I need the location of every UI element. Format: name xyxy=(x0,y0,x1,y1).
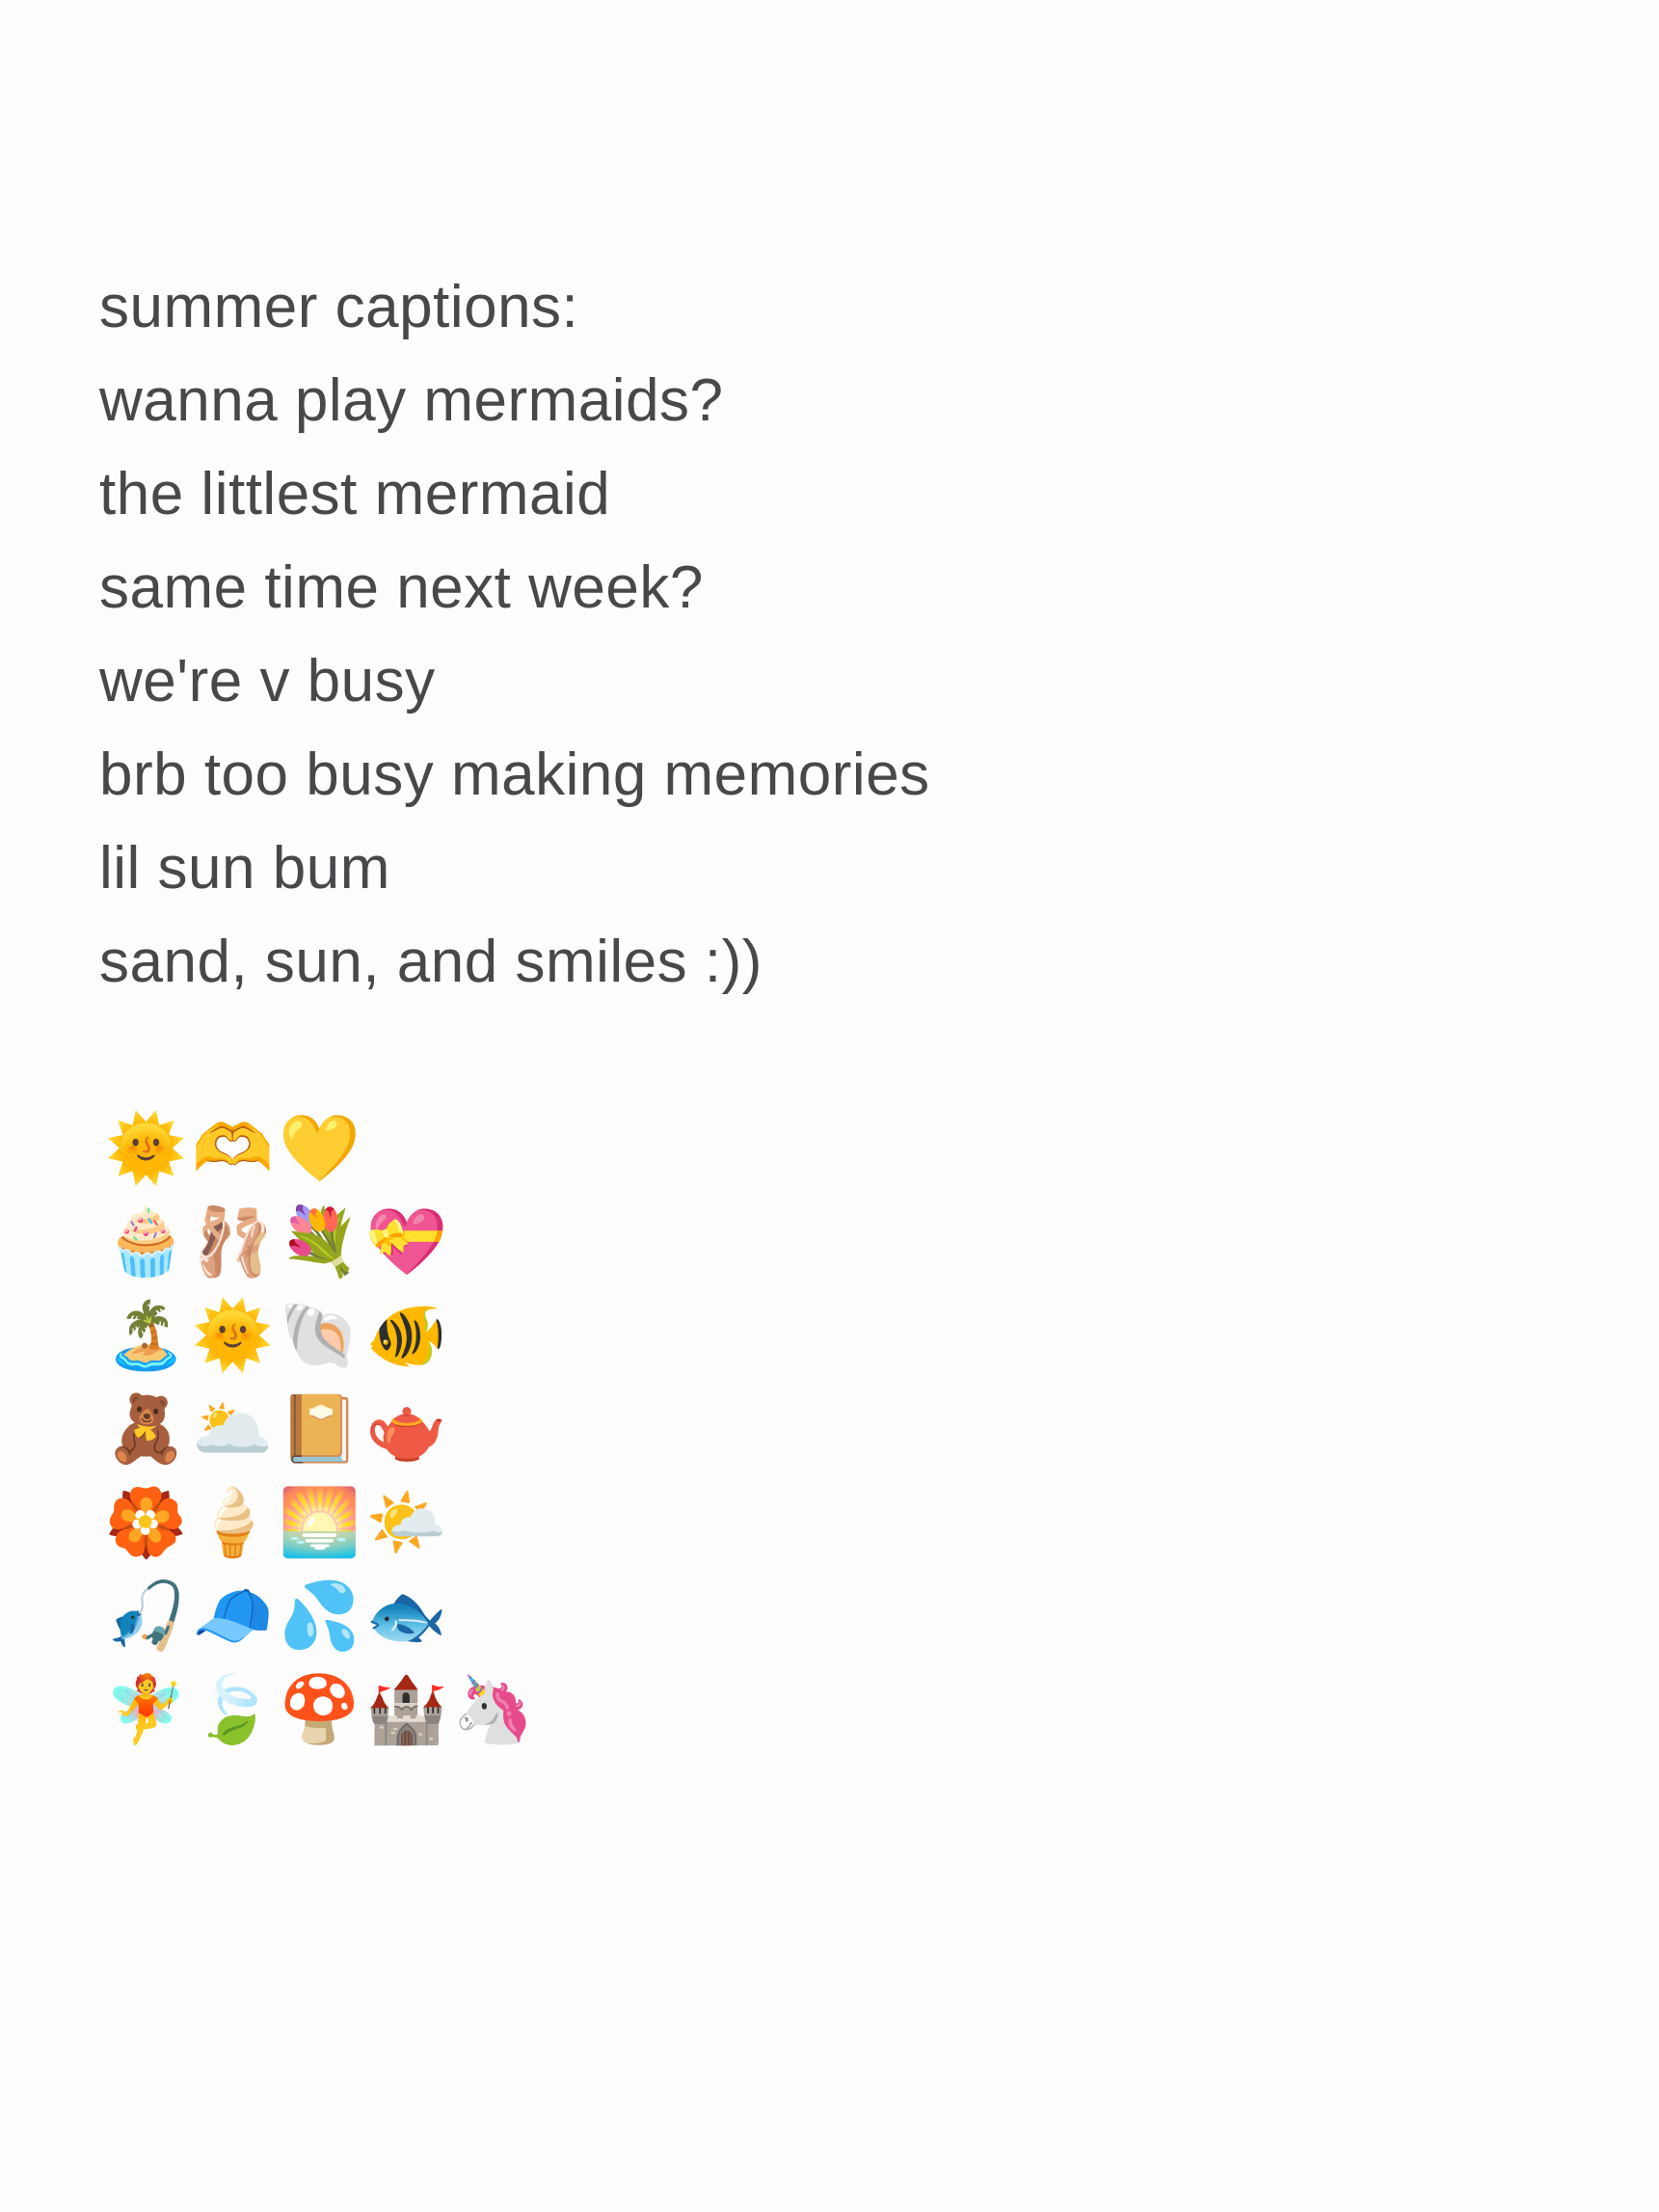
desert-island-emoji: 🏝️ xyxy=(105,1298,187,1375)
fish-emoji: 🐟 xyxy=(365,1578,447,1656)
note-body xyxy=(99,260,930,1757)
ballet-shoes-emoji: 🩰 xyxy=(192,1204,274,1281)
note-line: summer captions: xyxy=(99,274,579,340)
unicorn-emoji: 🦄 xyxy=(452,1672,534,1749)
sun-behind-large-cloud-emoji: 🌥️ xyxy=(192,1391,274,1469)
notebook-emoji: 📔 xyxy=(279,1391,361,1469)
emoji-row-3 xyxy=(99,1289,930,1383)
note-line: lil sun bum xyxy=(99,835,390,902)
note-line: we're v busy xyxy=(99,648,436,715)
soft-ice-cream-emoji: 🍦 xyxy=(192,1485,274,1562)
fairy-emoji: 🧚 xyxy=(105,1672,187,1749)
teapot-emoji: 🫖 xyxy=(365,1391,447,1469)
fishing-pole-emoji: 🎣 xyxy=(105,1578,187,1656)
sun-with-face-emoji: 🌞 xyxy=(192,1298,274,1375)
teddy-bear-emoji: 🧸 xyxy=(105,1391,187,1469)
note-line: sand, sun, and smiles :)) xyxy=(99,929,763,995)
note-line: same time next week? xyxy=(99,554,704,621)
heart-hands-emoji: 🫶 xyxy=(192,1111,274,1188)
billed-cap-emoji: 🧢 xyxy=(192,1578,274,1656)
tropical-fish-emoji: 🐠 xyxy=(365,1298,447,1375)
leaf-fluttering-emoji: 🍃 xyxy=(192,1672,274,1749)
emoji-row-7 xyxy=(99,1663,930,1757)
emoji-row-6 xyxy=(99,1570,930,1663)
rosette-emoji: 🏵️ xyxy=(105,1485,187,1562)
emoji-row-2 xyxy=(99,1196,930,1289)
emoji-row-1 xyxy=(99,1102,930,1196)
sweat-droplets-emoji: 💦 xyxy=(279,1578,361,1656)
emoji-row-4 xyxy=(99,1383,930,1476)
heart-with-ribbon-emoji: 💝 xyxy=(365,1204,447,1281)
spiral-shell-emoji: 🐚 xyxy=(279,1298,361,1375)
mushroom-emoji: 🍄 xyxy=(279,1672,361,1749)
note-line: the littlest mermaid xyxy=(99,461,611,527)
cupcake-emoji: 🧁 xyxy=(105,1204,187,1281)
sun-behind-small-cloud-emoji: 🌤️ xyxy=(365,1485,447,1562)
bouquet-emoji: 💐 xyxy=(279,1204,361,1281)
note-line: brb too busy making memories xyxy=(99,742,930,808)
note-line: wanna play mermaids? xyxy=(99,367,724,434)
castle-emoji: 🏰 xyxy=(365,1672,447,1749)
yellow-heart-emoji: 💛 xyxy=(279,1111,361,1188)
blank-line xyxy=(99,1009,930,1102)
sunrise-emoji: 🌅 xyxy=(279,1485,361,1562)
sun-with-face-emoji: 🌞 xyxy=(105,1111,187,1188)
emoji-row-5 xyxy=(99,1476,930,1570)
